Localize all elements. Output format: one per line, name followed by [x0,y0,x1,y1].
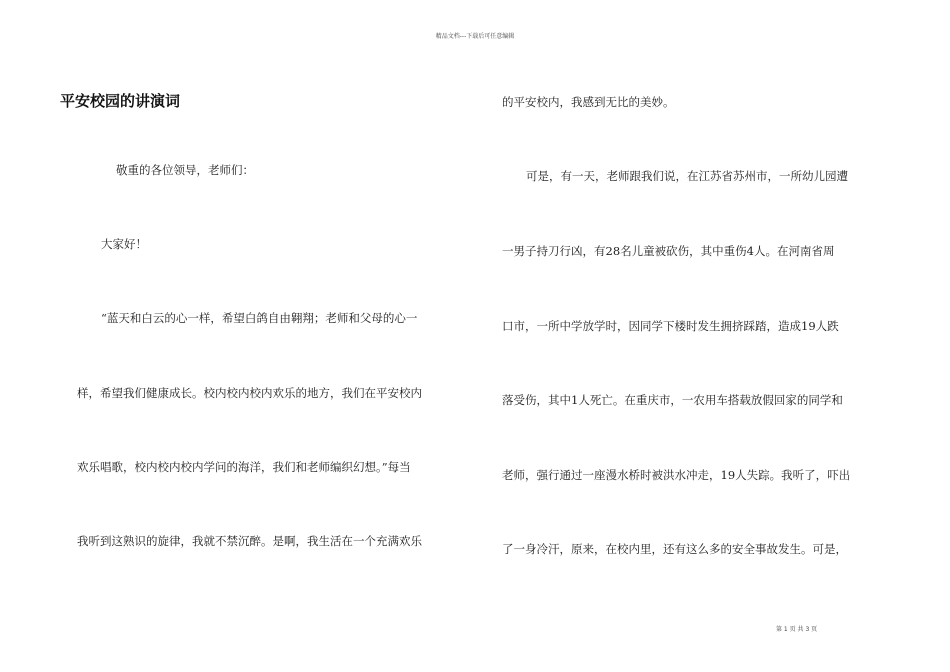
right-line-paragraph: 可是，有一天，老师跟我们说，在江苏省苏州市，一所幼儿园遭 [526,169,848,183]
left-line-greeting: 大家好！ [101,237,147,251]
right-line-paragraph: 落受伤，其中1人死亡。在重庆市，一农用车搭载放假回家的同学和 [502,393,843,407]
page-header-note: 精品文档---下载后可任意编辑 [435,33,515,40]
left-line-paragraph: 我听到这熟识的旋律，我就不禁沉醉。是啊，我生活在一个充满欢乐 [77,534,422,548]
document-title: 平安校园的讲演词 [60,92,181,110]
left-line-paragraph: 样，希望我们健康成长。校内校内校内欢乐的地方，我们在平安校内 [77,386,422,400]
right-line-paragraph: 了一身冷汗，原来，在校内里，还有这么多的安全事故发生。可是， [502,542,847,556]
right-line-paragraph: 的平安校内，我感到无比的美妙。 [502,95,675,109]
right-line-paragraph: 老师，强行通过一座漫水桥时被洪水冲走，19人失踪。我听了，吓出 [502,468,851,482]
right-line-paragraph: 一男子持刀行凶，有28名儿童被砍伤，其中重伤4人。在河南省周 [502,244,835,258]
right-line-paragraph: 口市，一所中学放学时，因同学下楼时发生拥挤踩踏，造成19人跌 [502,319,839,333]
left-line-paragraph: 欢乐唱歌，校内校内校内学问的海洋，我们和老师编织幻想。”每当 [77,460,411,474]
left-line-paragraph: “蓝天和白云的心一样，希望白鸽自由翱翔；老师和父母的心一 [101,311,418,325]
left-line-salutation: 敬重的各位领导，老师们： [116,163,254,177]
page-number-footer: 第 1 页 共 3 页 [776,626,818,633]
